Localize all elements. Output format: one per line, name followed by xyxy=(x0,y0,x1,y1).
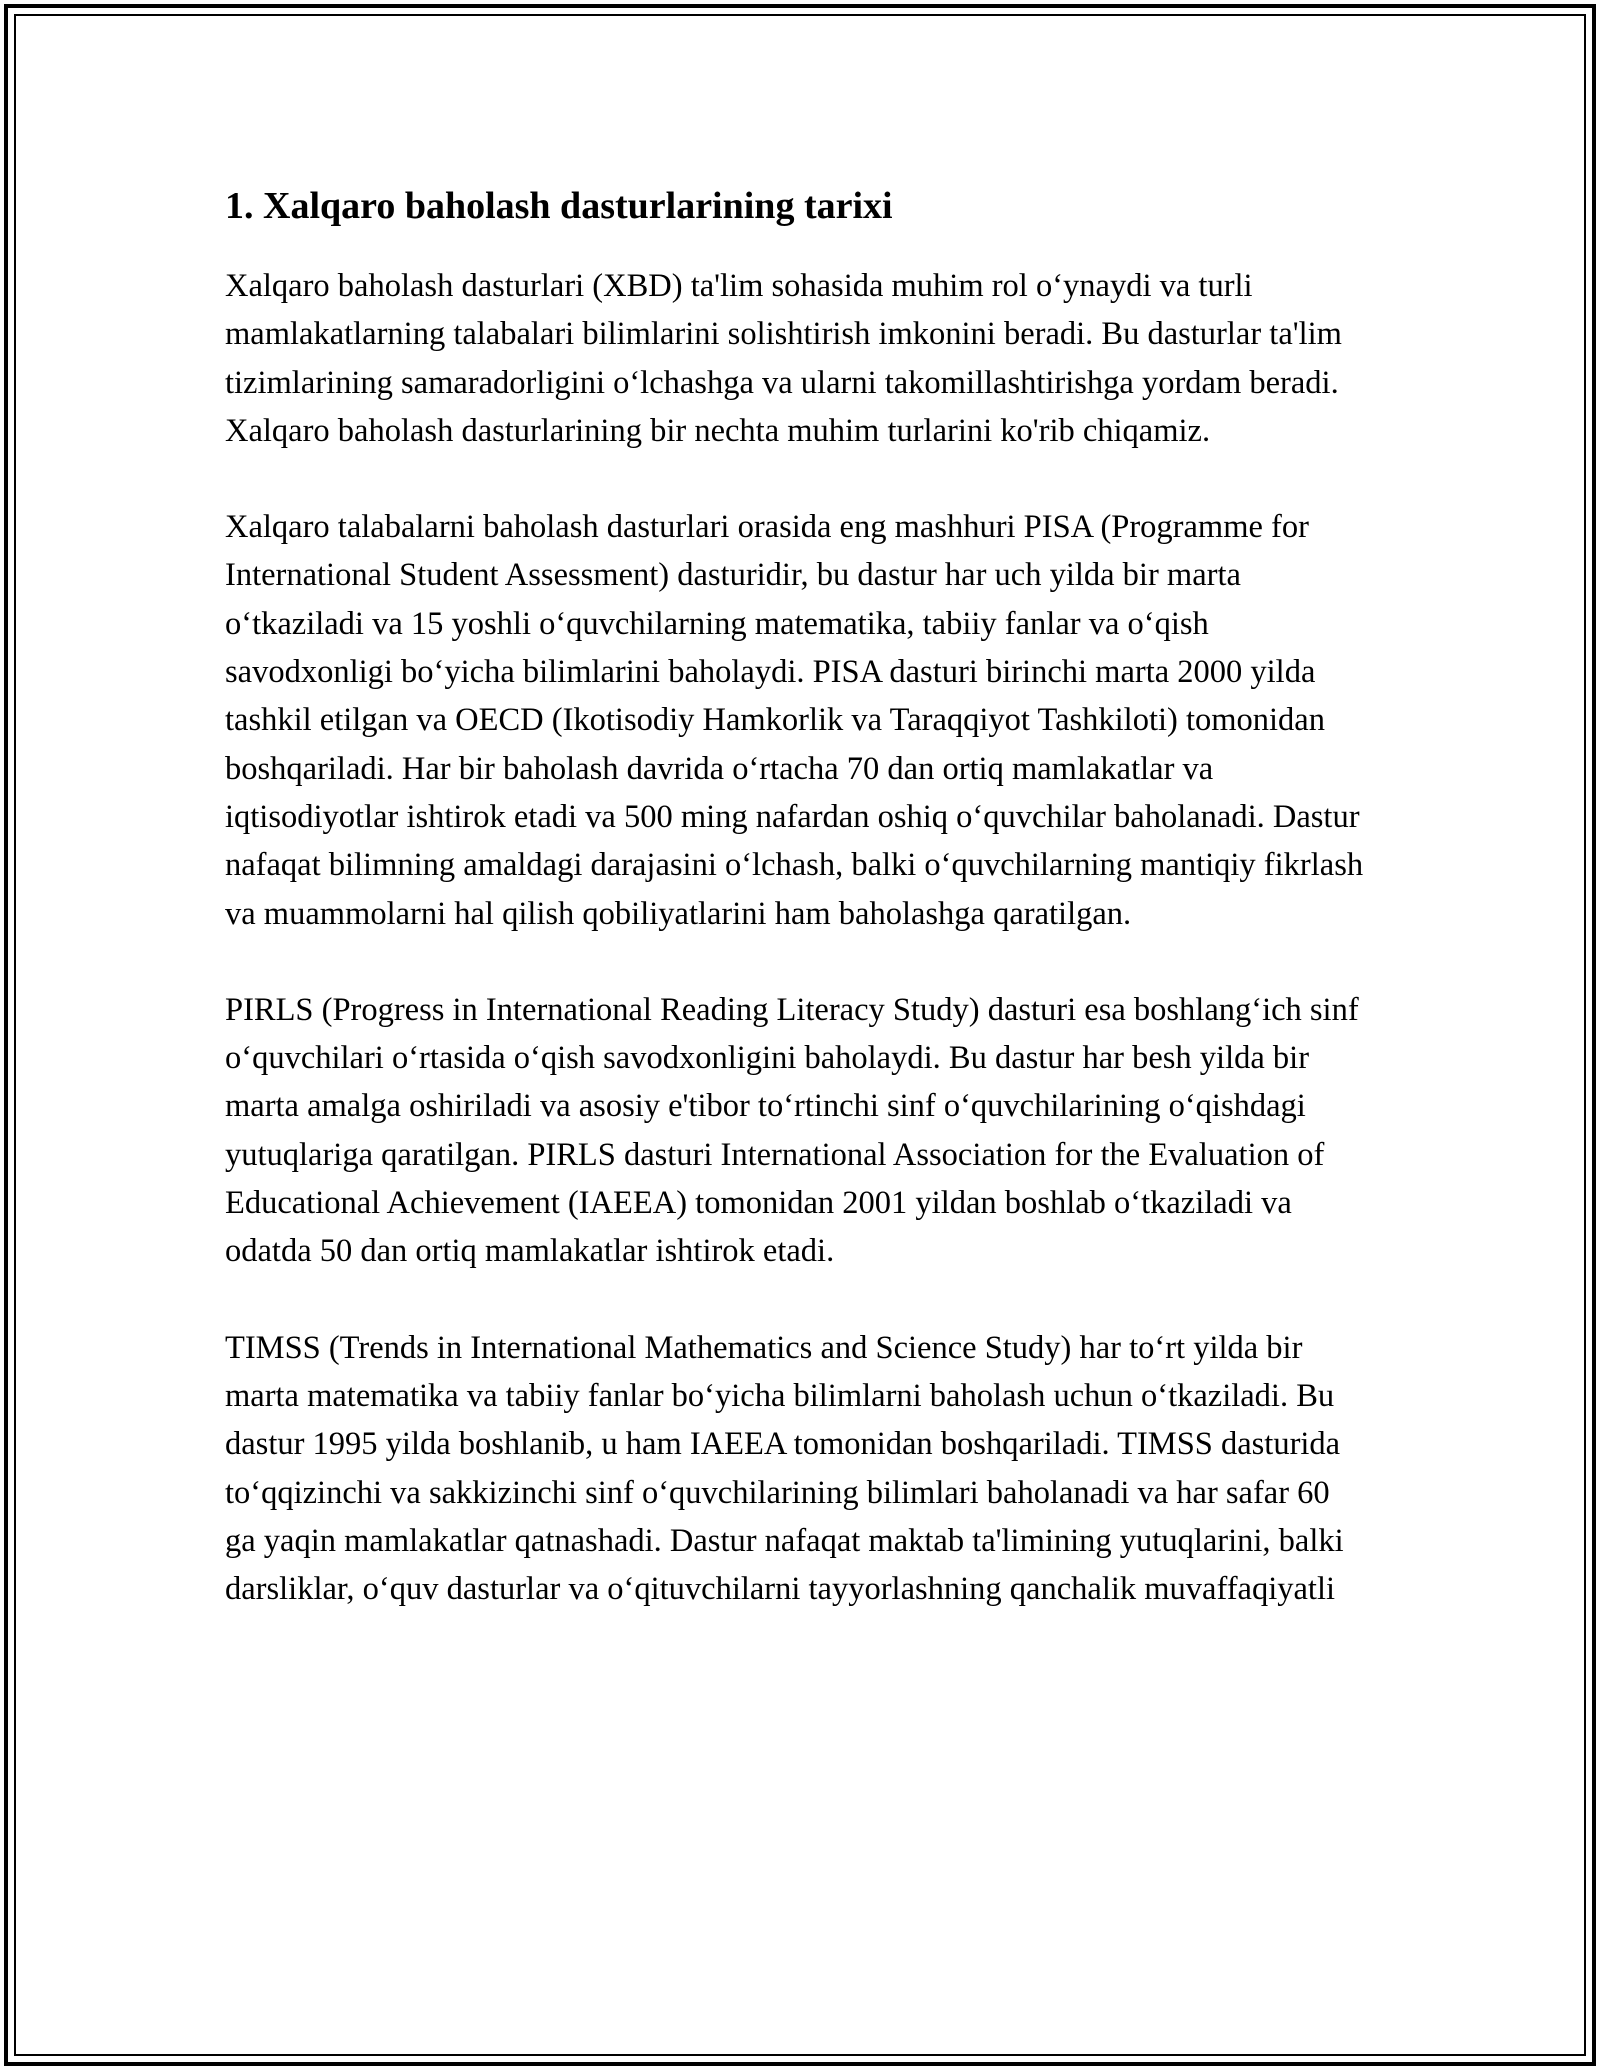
paragraph-intro: Xalqaro baholash dasturlari (XBD) ta'lim sohasida muhim rol o‘ynaydi va turli mamlakatlarning talabalari bilimlarini solishtirish imkonini beradi. Bu dasturlar ta'lim tizimlarining samaradorligini o‘lchashga va ularni takomillashtirishga yordam beradi. Xalqaro baholash dasturlarining bir nechta muhim turlarini ko'rib chiqamiz. xyxy=(225,268,1342,449)
paragraph-pirls: PIRLS (Progress in International Reading Literacy Study) dasturi esa boshlang‘ich sinf o‘quvchilari o‘rtasida o‘qish savodxonligini baholaydi. Bu dastur har besh yilda bir marta amalga oshiriladi va asosiy e'tibor to‘rtinchi sinf o‘quvchilarining o‘qishdagi yutuqlariga qaratilgan. PIRLS dasturi International Association for the Evaluation of Educational Achievement (IAEEA) tomonidan 2001 yildan boshlab o‘tkaziladi va odatda 50 dan ortiq mamlakatlar ishtirok etadi. xyxy=(225,991,1359,1270)
section-heading: 1. Xalqaro baholash dasturlarining tarixi xyxy=(225,185,893,227)
paragraph-pisa: Xalqaro talabalarni baholash dasturlari orasida eng mashhuri PISA (Programme for International Student Assessment) dasturidir, bu dastur har uch yilda bir marta o‘tkaziladi va 15 yoshli o‘quvchilarning matematika, tabiiy fanlar va o‘qish savodxonligi bo‘yicha bilimlarini baholaydi. PISA dasturi birinchi marta 2000 yilda tashkil etilgan va OECD (Ikotisodiy Hamkorlik va Taraqqiyot Tashkiloti) tomonidan boshqariladi. Har bir baholash davrida o‘rtacha 70 dan ortiq mamlakatlar va iqtisodiyotlar ishtirok etadi va 500 ming nafardan oshiq o‘quvchilar baholanadi. Dastur nafaqat bilimning amaldagi darajasini o‘lchash, balki o‘quvchilarning mantiqiy fikrlash va muammolarni hal qilish qobiliyatlarini ham baholashga qaratilgan. xyxy=(225,509,1364,932)
paragraph-timss: TIMSS (Trends in International Mathematics and Science Study) har to‘rt yilda bir marta matematika va tabiiy fanlar bo‘yicha bilimlarni baholash uchun o‘tkaziladi. Bu dastur 1995 yilda boshlanib, u ham IAEEA tomonidan boshqariladi. TIMSS dasturida to‘qqizinchi va sakkizinchi sinf o‘quvchilarining bilimlari baholanadi va har safar 60 ga yaqin mamlakatlar qatnashadi. Dastur nafaqat maktab ta'limining yutuqlarini, balki darsliklar, o‘quv dasturlar va o‘qituvchilarni tayyorlashning qanchalik muvaffaqiyatli xyxy=(225,1329,1344,1608)
document-body xyxy=(225,182,1365,1661)
